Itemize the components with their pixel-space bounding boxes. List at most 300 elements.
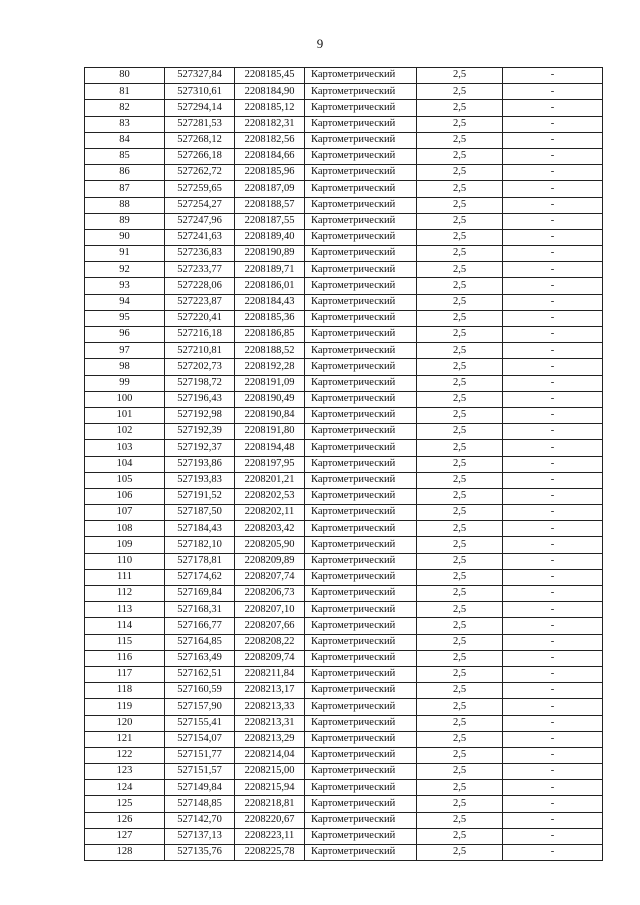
description-cell: - <box>503 375 603 391</box>
y-coordinate-cell: 2208192,28 <box>235 359 305 375</box>
x-coordinate-cell: 527151,57 <box>165 764 235 780</box>
description-cell: - <box>503 424 603 440</box>
y-coordinate-cell: 2208215,94 <box>235 780 305 796</box>
table-row <box>85 213 603 229</box>
x-coordinate-cell: 527220,41 <box>165 310 235 326</box>
x-coordinate-cell: 527182,10 <box>165 537 235 553</box>
point-number-cell: 96 <box>85 327 165 343</box>
accuracy-cell: 2,5 <box>417 197 503 213</box>
description-cell: - <box>503 294 603 310</box>
x-coordinate-cell: 527202,73 <box>165 359 235 375</box>
x-coordinate-cell: 527191,52 <box>165 488 235 504</box>
method-cell: Картометрический <box>305 246 417 262</box>
accuracy-cell: 2,5 <box>417 391 503 407</box>
description-cell: - <box>503 472 603 488</box>
x-coordinate-cell: 527164,85 <box>165 634 235 650</box>
y-coordinate-cell: 2208209,89 <box>235 553 305 569</box>
x-coordinate-cell: 527157,90 <box>165 699 235 715</box>
description-cell: - <box>503 68 603 84</box>
point-number-cell: 94 <box>85 294 165 310</box>
description-cell: - <box>503 456 603 472</box>
y-coordinate-cell: 2208215,00 <box>235 764 305 780</box>
method-cell: Картометрический <box>305 731 417 747</box>
accuracy-cell: 2,5 <box>417 569 503 585</box>
point-number-cell: 128 <box>85 845 165 861</box>
point-number-cell: 115 <box>85 634 165 650</box>
accuracy-cell: 2,5 <box>417 229 503 245</box>
x-coordinate-cell: 527193,86 <box>165 456 235 472</box>
x-coordinate-cell: 527160,59 <box>165 683 235 699</box>
point-number-cell: 92 <box>85 262 165 278</box>
y-coordinate-cell: 2208182,31 <box>235 116 305 132</box>
x-coordinate-cell: 527178,81 <box>165 553 235 569</box>
point-number-cell: 109 <box>85 537 165 553</box>
accuracy-cell: 2,5 <box>417 602 503 618</box>
y-coordinate-cell: 2208197,95 <box>235 456 305 472</box>
method-cell: Картометрический <box>305 666 417 682</box>
method-cell: Картометрический <box>305 812 417 828</box>
accuracy-cell: 2,5 <box>417 472 503 488</box>
description-cell: - <box>503 780 603 796</box>
method-cell: Картометрический <box>305 213 417 229</box>
description-cell: - <box>503 148 603 164</box>
accuracy-cell: 2,5 <box>417 310 503 326</box>
x-coordinate-cell: 527192,98 <box>165 407 235 423</box>
method-cell: Картометрический <box>305 407 417 423</box>
table-row <box>85 327 603 343</box>
x-coordinate-cell: 527254,27 <box>165 197 235 213</box>
method-cell: Картометрический <box>305 747 417 763</box>
description-cell: - <box>503 521 603 537</box>
description-cell: - <box>503 764 603 780</box>
table-row <box>85 666 603 682</box>
point-number-cell: 116 <box>85 650 165 666</box>
table-row <box>85 747 603 763</box>
y-coordinate-cell: 2208189,40 <box>235 229 305 245</box>
accuracy-cell: 2,5 <box>417 537 503 553</box>
accuracy-cell: 2,5 <box>417 666 503 682</box>
accuracy-cell: 2,5 <box>417 100 503 116</box>
table-row <box>85 456 603 472</box>
x-coordinate-cell: 527148,85 <box>165 796 235 812</box>
method-cell: Картометрический <box>305 683 417 699</box>
y-coordinate-cell: 2208185,45 <box>235 68 305 84</box>
description-cell: - <box>503 586 603 602</box>
method-cell: Картометрический <box>305 472 417 488</box>
method-cell: Картометрический <box>305 796 417 812</box>
method-cell: Картометрический <box>305 359 417 375</box>
x-coordinate-cell: 527149,84 <box>165 780 235 796</box>
point-number-cell: 119 <box>85 699 165 715</box>
method-cell: Картометрический <box>305 229 417 245</box>
description-cell: - <box>503 650 603 666</box>
point-number-cell: 88 <box>85 197 165 213</box>
y-coordinate-cell: 2208188,57 <box>235 197 305 213</box>
table-row <box>85 699 603 715</box>
table-row <box>85 278 603 294</box>
point-number-cell: 121 <box>85 731 165 747</box>
point-number-cell: 99 <box>85 375 165 391</box>
method-cell: Картометрический <box>305 262 417 278</box>
x-coordinate-cell: 527210,81 <box>165 343 235 359</box>
point-number-cell: 124 <box>85 780 165 796</box>
table-row <box>85 488 603 504</box>
method-cell: Картометрический <box>305 84 417 100</box>
point-number-cell: 112 <box>85 586 165 602</box>
method-cell: Картометрический <box>305 424 417 440</box>
accuracy-cell: 2,5 <box>417 343 503 359</box>
x-coordinate-cell: 527310,61 <box>165 84 235 100</box>
description-cell: - <box>503 440 603 456</box>
accuracy-cell: 2,5 <box>417 84 503 100</box>
y-coordinate-cell: 2208194,48 <box>235 440 305 456</box>
table-row <box>85 359 603 375</box>
table-row <box>85 440 603 456</box>
y-coordinate-cell: 2208218,81 <box>235 796 305 812</box>
description-cell: - <box>503 84 603 100</box>
x-coordinate-cell: 527162,51 <box>165 666 235 682</box>
accuracy-cell: 2,5 <box>417 650 503 666</box>
method-cell: Картометрический <box>305 650 417 666</box>
y-coordinate-cell: 2208184,90 <box>235 84 305 100</box>
description-cell: - <box>503 343 603 359</box>
y-coordinate-cell: 2208190,84 <box>235 407 305 423</box>
description-cell: - <box>503 278 603 294</box>
coordinates-table-body <box>85 68 603 861</box>
table-row <box>85 796 603 812</box>
method-cell: Картометрический <box>305 845 417 861</box>
y-coordinate-cell: 2208213,17 <box>235 683 305 699</box>
accuracy-cell: 2,5 <box>417 116 503 132</box>
point-number-cell: 111 <box>85 569 165 585</box>
table-row <box>85 197 603 213</box>
description-cell: - <box>503 505 603 521</box>
table-row <box>85 780 603 796</box>
y-coordinate-cell: 2208189,71 <box>235 262 305 278</box>
table-row <box>85 731 603 747</box>
table-row <box>85 68 603 84</box>
x-coordinate-cell: 527155,41 <box>165 715 235 731</box>
method-cell: Картометрический <box>305 505 417 521</box>
method-cell: Картометрический <box>305 294 417 310</box>
accuracy-cell: 2,5 <box>417 294 503 310</box>
y-coordinate-cell: 2208223,11 <box>235 828 305 844</box>
description-cell: - <box>503 796 603 812</box>
y-coordinate-cell: 2208220,67 <box>235 812 305 828</box>
description-cell: - <box>503 699 603 715</box>
table-row <box>85 148 603 164</box>
y-coordinate-cell: 2208190,89 <box>235 246 305 262</box>
x-coordinate-cell: 527192,37 <box>165 440 235 456</box>
x-coordinate-cell: 527154,07 <box>165 731 235 747</box>
y-coordinate-cell: 2208209,74 <box>235 650 305 666</box>
method-cell: Картометрический <box>305 68 417 84</box>
point-number-cell: 103 <box>85 440 165 456</box>
x-coordinate-cell: 527166,77 <box>165 618 235 634</box>
x-coordinate-cell: 527168,31 <box>165 602 235 618</box>
description-cell: - <box>503 488 603 504</box>
table-row <box>85 553 603 569</box>
x-coordinate-cell: 527187,50 <box>165 505 235 521</box>
y-coordinate-cell: 2208190,49 <box>235 391 305 407</box>
method-cell: Картометрический <box>305 327 417 343</box>
method-cell: Картометрический <box>305 197 417 213</box>
accuracy-cell: 2,5 <box>417 148 503 164</box>
accuracy-cell: 2,5 <box>417 327 503 343</box>
point-number-cell: 98 <box>85 359 165 375</box>
table-row <box>85 537 603 553</box>
table-row <box>85 472 603 488</box>
y-coordinate-cell: 2208185,36 <box>235 310 305 326</box>
x-coordinate-cell: 527216,18 <box>165 327 235 343</box>
x-coordinate-cell: 527193,83 <box>165 472 235 488</box>
table-row <box>85 828 603 844</box>
x-coordinate-cell: 527184,43 <box>165 521 235 537</box>
point-number-cell: 105 <box>85 472 165 488</box>
method-cell: Картометрический <box>305 375 417 391</box>
method-cell: Картометрический <box>305 165 417 181</box>
accuracy-cell: 2,5 <box>417 407 503 423</box>
point-number-cell: 114 <box>85 618 165 634</box>
x-coordinate-cell: 527223,87 <box>165 294 235 310</box>
point-number-cell: 110 <box>85 553 165 569</box>
accuracy-cell: 2,5 <box>417 812 503 828</box>
description-cell: - <box>503 310 603 326</box>
accuracy-cell: 2,5 <box>417 634 503 650</box>
accuracy-cell: 2,5 <box>417 278 503 294</box>
point-number-cell: 83 <box>85 116 165 132</box>
point-number-cell: 102 <box>85 424 165 440</box>
method-cell: Картометрический <box>305 310 417 326</box>
table-row <box>85 521 603 537</box>
table-row <box>85 116 603 132</box>
accuracy-cell: 2,5 <box>417 828 503 844</box>
table-row <box>85 375 603 391</box>
table-row <box>85 618 603 634</box>
table-row <box>85 812 603 828</box>
method-cell: Картометрический <box>305 278 417 294</box>
description-cell: - <box>503 683 603 699</box>
accuracy-cell: 2,5 <box>417 456 503 472</box>
table-row <box>85 132 603 148</box>
y-coordinate-cell: 2208207,10 <box>235 602 305 618</box>
description-cell: - <box>503 666 603 682</box>
accuracy-cell: 2,5 <box>417 359 503 375</box>
x-coordinate-cell: 527233,77 <box>165 262 235 278</box>
x-coordinate-cell: 527294,14 <box>165 100 235 116</box>
accuracy-cell: 2,5 <box>417 845 503 861</box>
description-cell: - <box>503 246 603 262</box>
point-number-cell: 87 <box>85 181 165 197</box>
table-row <box>85 391 603 407</box>
x-coordinate-cell: 527247,96 <box>165 213 235 229</box>
method-cell: Картометрический <box>305 634 417 650</box>
x-coordinate-cell: 527198,72 <box>165 375 235 391</box>
y-coordinate-cell: 2208208,22 <box>235 634 305 650</box>
y-coordinate-cell: 2208187,55 <box>235 213 305 229</box>
method-cell: Картометрический <box>305 488 417 504</box>
accuracy-cell: 2,5 <box>417 375 503 391</box>
y-coordinate-cell: 2208191,80 <box>235 424 305 440</box>
description-cell: - <box>503 165 603 181</box>
table-row <box>85 229 603 245</box>
point-number-cell: 86 <box>85 165 165 181</box>
method-cell: Картометрический <box>305 100 417 116</box>
y-coordinate-cell: 2208187,09 <box>235 181 305 197</box>
description-cell: - <box>503 116 603 132</box>
description-cell: - <box>503 618 603 634</box>
accuracy-cell: 2,5 <box>417 715 503 731</box>
method-cell: Картометрический <box>305 343 417 359</box>
method-cell: Картометрический <box>305 537 417 553</box>
y-coordinate-cell: 2208225,78 <box>235 845 305 861</box>
y-coordinate-cell: 2208213,31 <box>235 715 305 731</box>
accuracy-cell: 2,5 <box>417 780 503 796</box>
x-coordinate-cell: 527281,53 <box>165 116 235 132</box>
table-row <box>85 294 603 310</box>
y-coordinate-cell: 2208186,85 <box>235 327 305 343</box>
table-row <box>85 424 603 440</box>
accuracy-cell: 2,5 <box>417 132 503 148</box>
point-number-cell: 85 <box>85 148 165 164</box>
method-cell: Картометрический <box>305 181 417 197</box>
table-row <box>85 343 603 359</box>
point-number-cell: 122 <box>85 747 165 763</box>
point-number-cell: 84 <box>85 132 165 148</box>
accuracy-cell: 2,5 <box>417 262 503 278</box>
y-coordinate-cell: 2208202,11 <box>235 505 305 521</box>
method-cell: Картометрический <box>305 699 417 715</box>
point-number-cell: 127 <box>85 828 165 844</box>
accuracy-cell: 2,5 <box>417 747 503 763</box>
point-number-cell: 106 <box>85 488 165 504</box>
method-cell: Картометрический <box>305 391 417 407</box>
y-coordinate-cell: 2208214,04 <box>235 747 305 763</box>
x-coordinate-cell: 527241,63 <box>165 229 235 245</box>
method-cell: Картометрический <box>305 116 417 132</box>
y-coordinate-cell: 2208207,66 <box>235 618 305 634</box>
point-number-cell: 126 <box>85 812 165 828</box>
point-number-cell: 91 <box>85 246 165 262</box>
point-number-cell: 120 <box>85 715 165 731</box>
table-row <box>85 310 603 326</box>
x-coordinate-cell: 527169,84 <box>165 586 235 602</box>
x-coordinate-cell: 527135,76 <box>165 845 235 861</box>
point-number-cell: 97 <box>85 343 165 359</box>
method-cell: Картометрический <box>305 715 417 731</box>
point-number-cell: 123 <box>85 764 165 780</box>
table-row <box>85 100 603 116</box>
description-cell: - <box>503 569 603 585</box>
x-coordinate-cell: 527259,65 <box>165 181 235 197</box>
table-row <box>85 505 603 521</box>
accuracy-cell: 2,5 <box>417 731 503 747</box>
y-coordinate-cell: 2208182,56 <box>235 132 305 148</box>
y-coordinate-cell: 2208211,84 <box>235 666 305 682</box>
point-number-cell: 113 <box>85 602 165 618</box>
y-coordinate-cell: 2208184,43 <box>235 294 305 310</box>
description-cell: - <box>503 407 603 423</box>
table-row <box>85 586 603 602</box>
description-cell: - <box>503 100 603 116</box>
y-coordinate-cell: 2208207,74 <box>235 569 305 585</box>
table-row <box>85 845 603 861</box>
coordinates-table <box>84 67 603 861</box>
accuracy-cell: 2,5 <box>417 68 503 84</box>
method-cell: Картометрический <box>305 569 417 585</box>
method-cell: Картометрический <box>305 521 417 537</box>
accuracy-cell: 2,5 <box>417 213 503 229</box>
description-cell: - <box>503 731 603 747</box>
point-number-cell: 90 <box>85 229 165 245</box>
method-cell: Картометрический <box>305 618 417 634</box>
method-cell: Картометрический <box>305 586 417 602</box>
x-coordinate-cell: 527268,12 <box>165 132 235 148</box>
y-coordinate-cell: 2208191,09 <box>235 375 305 391</box>
table-row <box>85 407 603 423</box>
description-cell: - <box>503 197 603 213</box>
description-cell: - <box>503 553 603 569</box>
method-cell: Картометрический <box>305 553 417 569</box>
table-row <box>85 715 603 731</box>
accuracy-cell: 2,5 <box>417 488 503 504</box>
y-coordinate-cell: 2208203,42 <box>235 521 305 537</box>
table-row <box>85 181 603 197</box>
accuracy-cell: 2,5 <box>417 246 503 262</box>
description-cell: - <box>503 229 603 245</box>
point-number-cell: 125 <box>85 796 165 812</box>
y-coordinate-cell: 2208201,21 <box>235 472 305 488</box>
y-coordinate-cell: 2208213,29 <box>235 731 305 747</box>
accuracy-cell: 2,5 <box>417 165 503 181</box>
x-coordinate-cell: 527228,06 <box>165 278 235 294</box>
y-coordinate-cell: 2208184,66 <box>235 148 305 164</box>
description-cell: - <box>503 213 603 229</box>
table-row <box>85 634 603 650</box>
description-cell: - <box>503 747 603 763</box>
description-cell: - <box>503 634 603 650</box>
table-row <box>85 683 603 699</box>
x-coordinate-cell: 527142,70 <box>165 812 235 828</box>
accuracy-cell: 2,5 <box>417 505 503 521</box>
description-cell: - <box>503 537 603 553</box>
point-number-cell: 93 <box>85 278 165 294</box>
point-number-cell: 80 <box>85 68 165 84</box>
y-coordinate-cell: 2208206,73 <box>235 586 305 602</box>
y-coordinate-cell: 2208185,96 <box>235 165 305 181</box>
table-row <box>85 84 603 100</box>
accuracy-cell: 2,5 <box>417 699 503 715</box>
point-number-cell: 82 <box>85 100 165 116</box>
description-cell: - <box>503 845 603 861</box>
description-cell: - <box>503 602 603 618</box>
method-cell: Картометрический <box>305 602 417 618</box>
method-cell: Картометрический <box>305 456 417 472</box>
description-cell: - <box>503 181 603 197</box>
point-number-cell: 89 <box>85 213 165 229</box>
description-cell: - <box>503 391 603 407</box>
x-coordinate-cell: 527174,62 <box>165 569 235 585</box>
x-coordinate-cell: 527327,84 <box>165 68 235 84</box>
description-cell: - <box>503 262 603 278</box>
accuracy-cell: 2,5 <box>417 440 503 456</box>
accuracy-cell: 2,5 <box>417 764 503 780</box>
description-cell: - <box>503 359 603 375</box>
description-cell: - <box>503 812 603 828</box>
point-number-cell: 107 <box>85 505 165 521</box>
point-number-cell: 108 <box>85 521 165 537</box>
x-coordinate-cell: 527151,77 <box>165 747 235 763</box>
